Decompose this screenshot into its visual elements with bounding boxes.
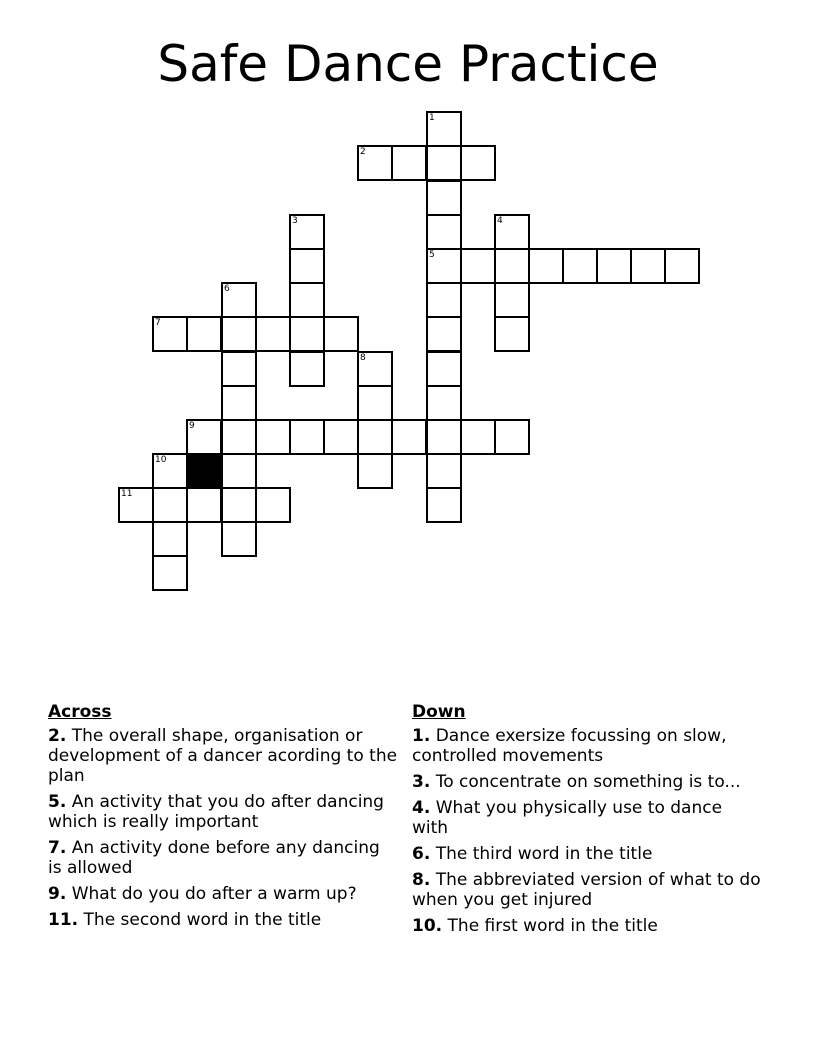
black-cell	[186, 453, 222, 489]
across-clue	[48, 910, 398, 930]
grid-cell[interactable]	[426, 316, 462, 352]
grid-cell[interactable]	[255, 419, 291, 455]
grid-cell[interactable]	[357, 453, 393, 489]
across-clue	[48, 884, 398, 904]
clue-number-label: 9.	[48, 884, 67, 904]
clue-text: The first word in the title	[442, 916, 658, 936]
grid-cell[interactable]	[426, 419, 462, 455]
down-clue	[412, 870, 762, 910]
clue-number-label: 4.	[412, 798, 431, 818]
grid-cell[interactable]	[221, 521, 257, 557]
grid-cell[interactable]	[426, 248, 462, 284]
grid-cell[interactable]	[221, 453, 257, 489]
clue-number: 9	[189, 421, 195, 431]
clue-number-label: 3.	[412, 772, 431, 792]
grid-cell[interactable]	[426, 351, 462, 387]
grid-cell[interactable]	[460, 248, 496, 284]
grid-cell[interactable]	[494, 214, 530, 250]
grid-cell[interactable]	[186, 487, 222, 523]
grid-cell[interactable]	[426, 453, 462, 489]
grid-cell[interactable]	[289, 316, 325, 352]
clue-number-label: 10.	[412, 916, 443, 936]
grid-cell[interactable]	[289, 214, 325, 250]
down-clue	[412, 916, 762, 936]
grid-cell[interactable]	[391, 145, 427, 181]
grid-cell[interactable]	[323, 419, 359, 455]
across-clues	[48, 702, 398, 936]
grid-cell[interactable]	[255, 487, 291, 523]
grid-cell[interactable]	[186, 419, 222, 455]
grid-cell[interactable]	[186, 316, 222, 352]
grid-cell[interactable]	[289, 248, 325, 284]
grid-cell[interactable]	[221, 487, 257, 523]
clue-text: Dance exersize focussing on slow, controlled movements	[412, 726, 727, 766]
down-clue-list	[412, 726, 762, 936]
clue-text: What you physically use to dance with	[412, 798, 723, 838]
across-clue	[48, 792, 398, 832]
clue-number-label: 11.	[48, 910, 79, 930]
grid-cell[interactable]	[221, 316, 257, 352]
grid-cell[interactable]	[494, 419, 530, 455]
grid-cell[interactable]	[221, 419, 257, 455]
clue-text: What do you do after a warm up?	[66, 884, 357, 904]
grid-cell[interactable]	[152, 521, 188, 557]
grid-cell[interactable]	[152, 487, 188, 523]
grid-cell[interactable]	[152, 453, 188, 489]
grid-cell[interactable]	[357, 351, 393, 387]
clue-text: The second word in the title	[78, 910, 322, 930]
grid-cell[interactable]	[289, 351, 325, 387]
down-heading: Down	[412, 702, 466, 722]
clue-number: 7	[155, 318, 161, 328]
grid-cell[interactable]	[596, 248, 632, 284]
across-clue	[48, 838, 398, 878]
page-title: Safe Dance Practice	[157, 35, 659, 93]
clue-number: 2	[360, 147, 366, 157]
across-heading: Across	[48, 702, 112, 722]
clue-number: 8	[360, 353, 366, 363]
grid-cell[interactable]	[289, 282, 325, 318]
grid-cell[interactable]	[152, 316, 188, 352]
clue-number-label: 8.	[412, 870, 431, 890]
grid-cell[interactable]	[289, 419, 325, 455]
down-clue	[412, 844, 762, 864]
grid-cell[interactable]	[426, 385, 462, 421]
grid-cell[interactable]	[323, 316, 359, 352]
clue-number: 10	[155, 455, 167, 465]
clue-number-label: 6.	[412, 844, 431, 864]
grid-cell[interactable]	[221, 282, 257, 318]
grid-cell[interactable]	[426, 214, 462, 250]
clue-number: 5	[429, 250, 435, 260]
down-clue	[412, 772, 762, 792]
grid-cell[interactable]	[494, 248, 530, 284]
across-clue	[48, 726, 398, 786]
grid-cell[interactable]	[562, 248, 598, 284]
clue-number: 6	[224, 284, 230, 294]
across-clue-list	[48, 726, 398, 930]
grid-cell[interactable]	[118, 487, 154, 523]
clue-text: An activity done before any dancing is allowed	[48, 838, 380, 878]
grid-cell[interactable]	[664, 248, 700, 284]
grid-cell[interactable]	[426, 180, 462, 216]
clue-text: To concentrate on something is to...	[430, 772, 741, 792]
clue-text: The overall shape, organisation or development of a dancer acording to the plan	[48, 726, 398, 786]
grid-cell[interactable]	[630, 248, 666, 284]
grid-cell[interactable]	[426, 282, 462, 318]
clue-number: 3	[292, 216, 298, 226]
clue-number: 11	[121, 489, 133, 499]
grid-cell[interactable]	[152, 555, 188, 591]
clue-number-label: 1.	[412, 726, 431, 746]
grid-cell[interactable]	[357, 385, 393, 421]
grid-cell[interactable]	[460, 419, 496, 455]
down-clue	[412, 798, 762, 838]
clue-number: 1	[429, 113, 435, 123]
clue-text: An activity that you do after dancing which is really important	[48, 792, 384, 832]
clue-number-label: 7.	[48, 838, 67, 858]
grid-cell[interactable]	[494, 282, 530, 318]
grid-cell[interactable]	[391, 419, 427, 455]
grid-cell[interactable]	[255, 316, 291, 352]
down-clue	[412, 726, 762, 766]
clue-number-label: 5.	[48, 792, 67, 812]
clue-text: The abbreviated version of what to do when you get injured	[412, 870, 761, 910]
down-clues	[412, 702, 762, 942]
grid-cell[interactable]	[221, 351, 257, 387]
clue-text: The third word in the title	[430, 844, 653, 864]
clue-number-label: 2.	[48, 726, 67, 746]
grid-cell[interactable]	[426, 487, 462, 523]
grid-cell[interactable]	[357, 145, 393, 181]
grid-cell[interactable]	[426, 145, 462, 181]
grid-cell[interactable]	[460, 145, 496, 181]
grid-cell[interactable]	[528, 248, 564, 284]
clue-number: 4	[497, 216, 503, 226]
grid-cell[interactable]	[426, 111, 462, 147]
grid-cell[interactable]	[494, 316, 530, 352]
grid-cell[interactable]	[221, 385, 257, 421]
grid-cell[interactable]	[357, 419, 393, 455]
